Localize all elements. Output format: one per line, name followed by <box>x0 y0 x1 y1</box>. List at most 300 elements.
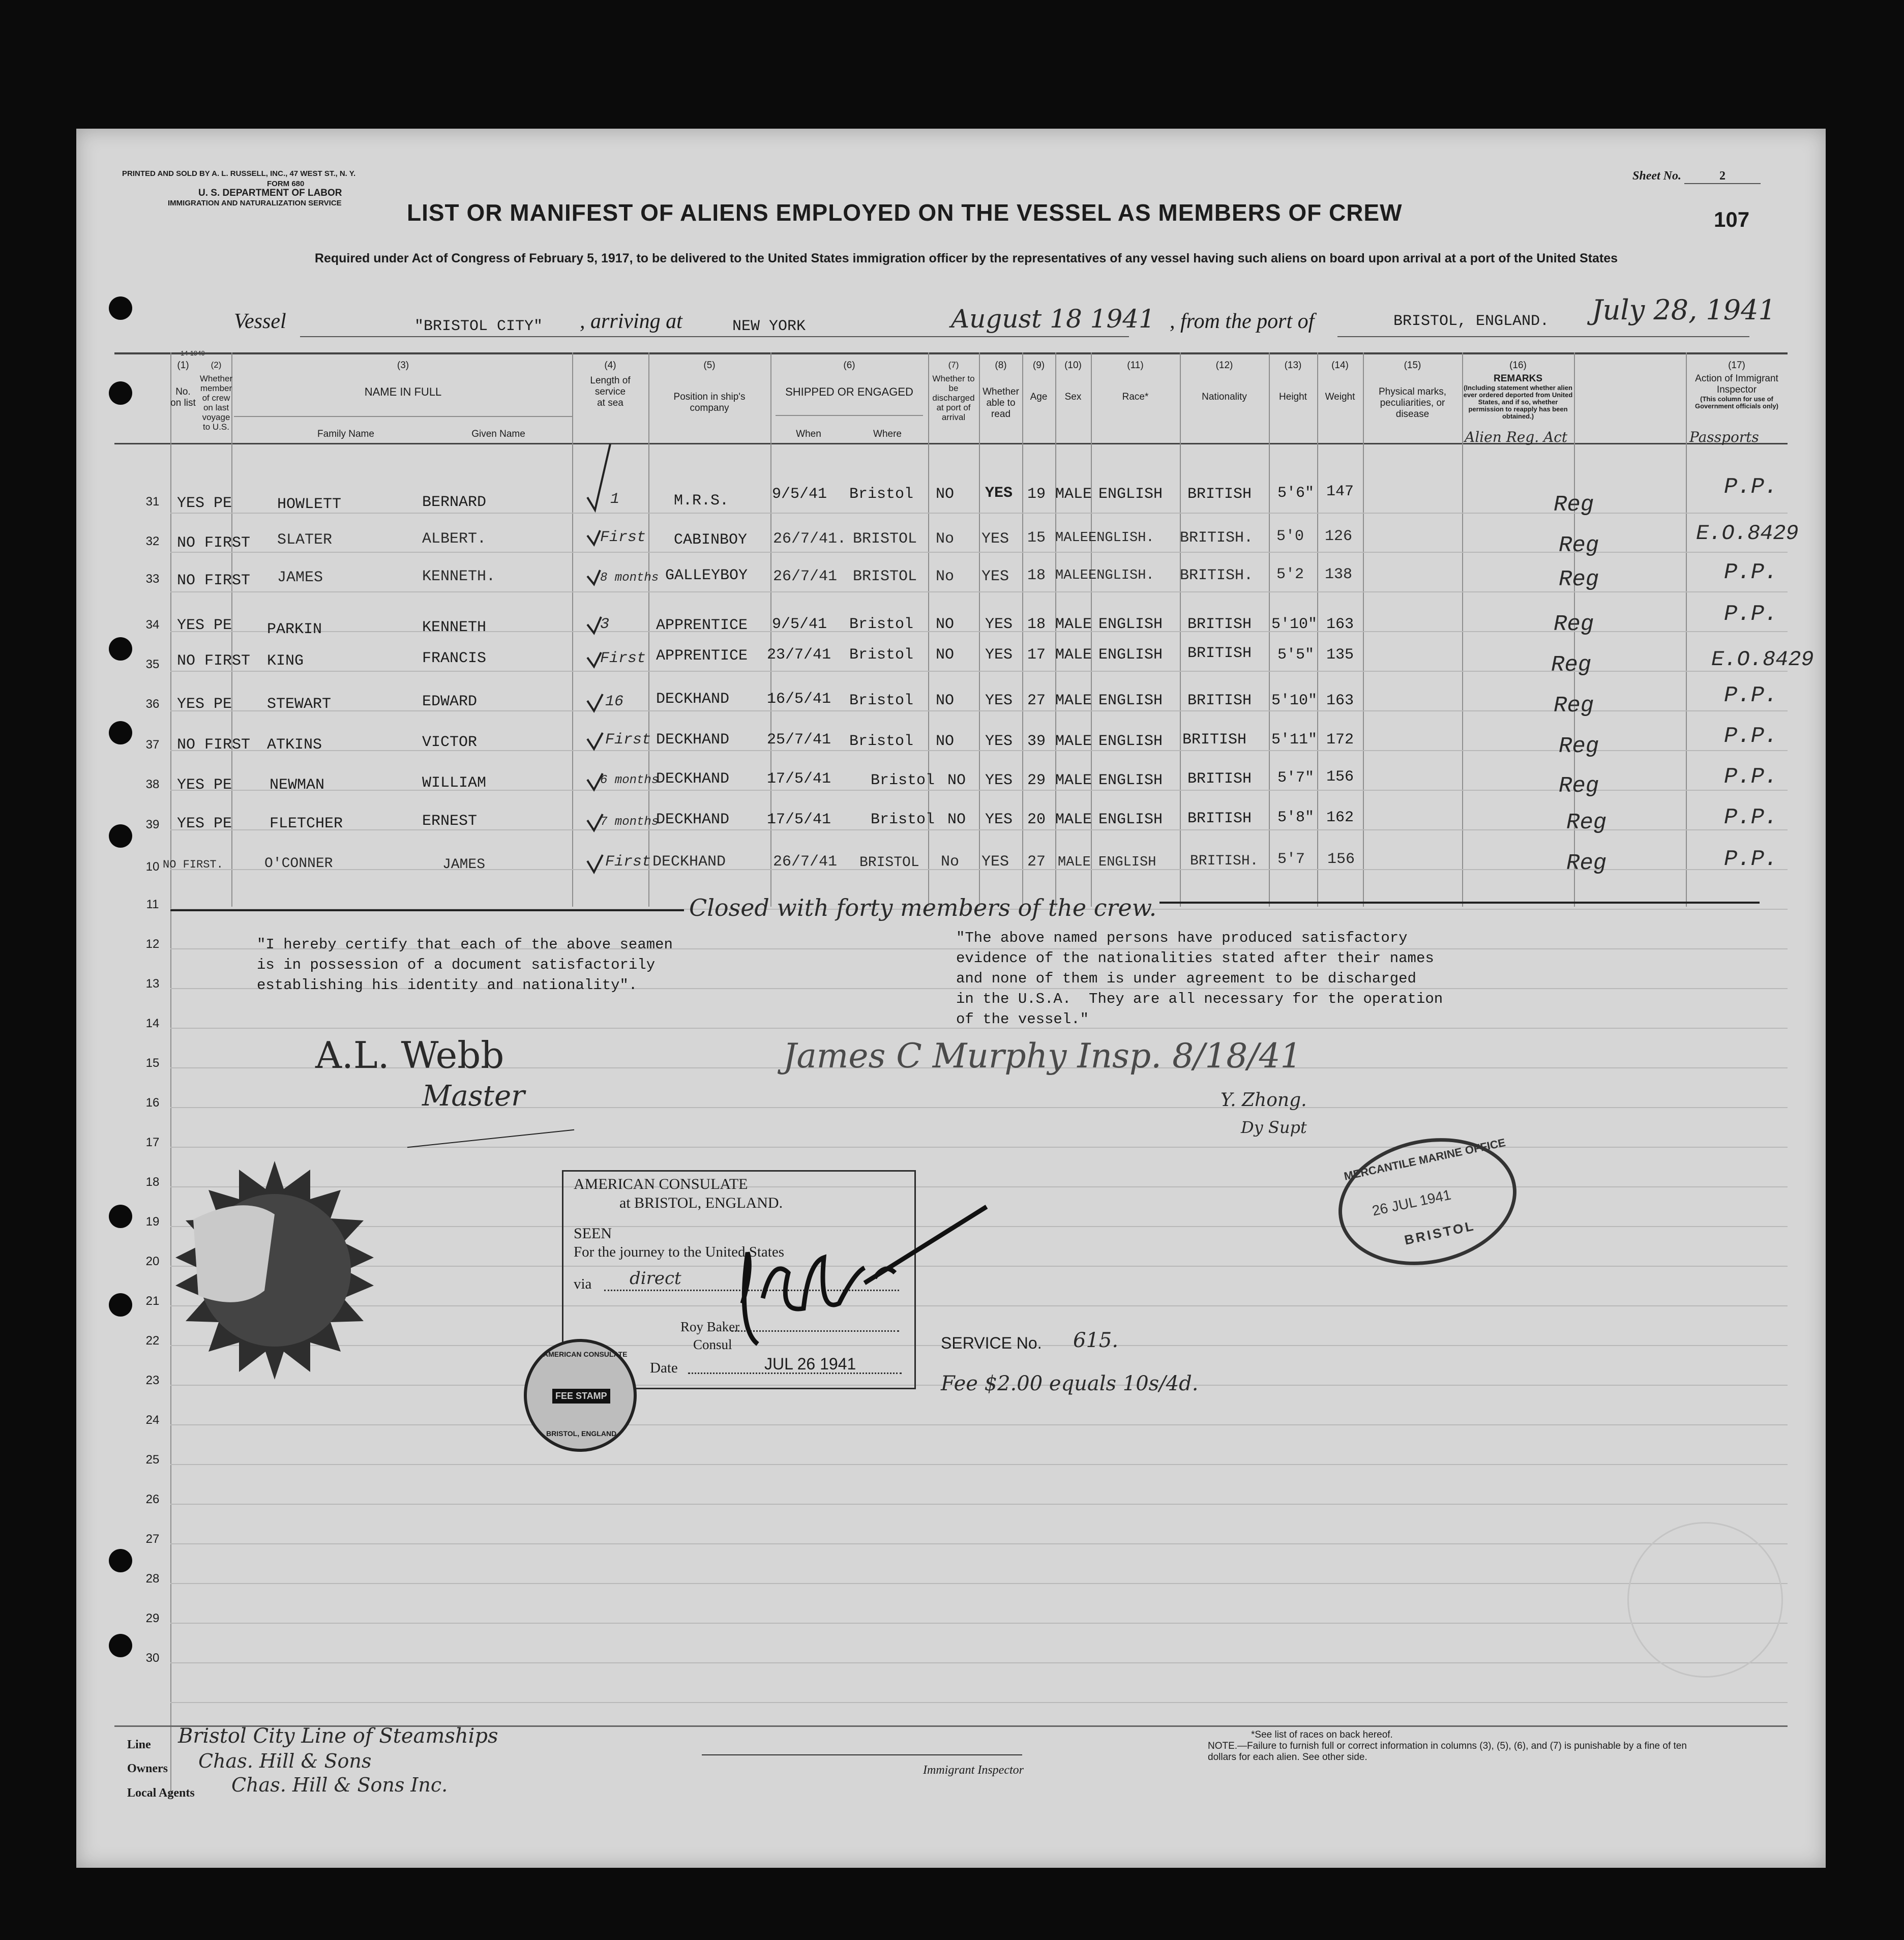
col-label: Sex <box>1064 392 1082 402</box>
cell-sex: MALE <box>1055 616 1092 633</box>
arrival-date: August 18 1941 <box>951 304 1155 334</box>
fee-stamp-bottom: BRISTOL, ENGLAND <box>546 1429 617 1438</box>
row-rule <box>170 1583 1788 1584</box>
cell-sex: MALE <box>1058 855 1091 870</box>
cell-age: 29 <box>1027 772 1046 789</box>
cell-sex: MALE <box>1055 646 1092 664</box>
col-num: (16) <box>1509 360 1527 371</box>
consulate-line1: AMERICAN CONSULATE <box>574 1176 748 1192</box>
cell-when: 26/7/41. <box>773 530 847 548</box>
row-rule <box>170 1107 1788 1108</box>
cell-action: P.P. <box>1724 560 1778 585</box>
cell-service: 1 <box>610 491 620 508</box>
row-number: 36 <box>145 697 160 711</box>
cell-voyage: NO FIRST <box>177 572 251 589</box>
cell-service: 16 <box>605 693 624 710</box>
cell-nationality: BRITISH <box>1187 616 1252 633</box>
cell-height: 5'5" <box>1277 646 1315 664</box>
line-number: 20 <box>145 1255 160 1268</box>
cell-position: DECKHAND <box>656 770 730 788</box>
line-number: 16 <box>145 1096 160 1110</box>
col-label: Position in ship's company <box>673 392 746 413</box>
cell-nationality: BRITISH <box>1187 770 1252 788</box>
where-header: Where <box>873 429 902 439</box>
cell-family-name: SLATER <box>277 531 333 549</box>
cell-family-name: JAMES <box>277 569 323 586</box>
shipped-subheader-rule <box>776 415 923 416</box>
cell-read: YES <box>981 853 1009 871</box>
col-7-header <box>929 360 978 422</box>
cell-voyage: YES PE <box>177 815 232 832</box>
col-4-header <box>572 360 648 409</box>
cell-voyage: NO FIRST <box>177 736 251 754</box>
cell-voyage: YES PE <box>177 696 232 713</box>
cell-sex: MALE <box>1055 568 1088 583</box>
cell-voyage: NO FIRST. <box>163 858 223 871</box>
cell-action: P.P. <box>1724 805 1778 830</box>
cell-where: BRISTOL <box>853 530 917 548</box>
service-name: IMMIGRATION AND NATURALIZATION SERVICE <box>168 199 342 207</box>
cell-position: CABINBOY <box>674 531 748 549</box>
row-rule <box>170 1662 1788 1663</box>
cell-where: Bristol <box>849 616 914 633</box>
col-num: (11) <box>1127 360 1144 371</box>
cell-weight: 163 <box>1326 692 1354 709</box>
cell-where: Bristol <box>871 772 935 789</box>
footer-races-note: *See list of races on back hereof. <box>1251 1729 1393 1740</box>
col-12-header <box>1180 360 1269 403</box>
cell-family-name: FLETCHER <box>270 815 343 832</box>
cell-where: Bristol <box>871 811 935 828</box>
line-number: 26 <box>145 1493 160 1506</box>
row-number: 34 <box>145 618 160 632</box>
cell-action: P.P. <box>1724 724 1778 749</box>
col-13-header <box>1269 360 1317 403</box>
cell-weight: 138 <box>1325 566 1353 583</box>
cell-nationality: BRITISH <box>1187 692 1252 709</box>
printer-line: PRINTED AND SOLD BY A. L. RUSSELL, INC., 47 WEST ST., N. Y. <box>122 169 356 178</box>
line-number: 28 <box>145 1572 160 1586</box>
remarks-note: Alien Reg. Act <box>1465 429 1568 445</box>
cell-height: 5'10" <box>1271 692 1318 709</box>
cell-position: DECKHAND <box>656 731 730 749</box>
from-port: BRISTOL, ENGLAND. <box>1393 313 1550 330</box>
row-number: 32 <box>145 534 160 548</box>
row-rule <box>170 513 1788 514</box>
row-rule <box>170 829 1788 830</box>
cell-family-name: ATKINS <box>267 736 322 754</box>
department: U. S. DEPARTMENT OF LABOR <box>198 188 342 198</box>
cell-service: First <box>605 731 651 749</box>
check-mark <box>587 530 600 545</box>
departure-date: July 28, 1941 <box>1592 294 1776 326</box>
cell-sex: MALE <box>1055 692 1092 709</box>
col-label: Weight <box>1325 392 1355 402</box>
cell-race: ENGLISH <box>1098 616 1163 633</box>
consulate-date-label: Date <box>650 1360 678 1376</box>
col-line <box>979 352 980 907</box>
col-17-header <box>1686 360 1788 410</box>
cell-age: 39 <box>1027 733 1046 750</box>
cell-read: YES <box>985 646 1013 664</box>
line-number: 11 <box>146 898 159 911</box>
col-num: (12) <box>1215 360 1233 371</box>
cell-weight: 135 <box>1326 646 1354 664</box>
from-port-underline <box>1337 336 1749 337</box>
master-signature-rule <box>407 1129 574 1148</box>
col-16-header <box>1462 360 1574 420</box>
cell-where: BRISTOL <box>859 855 919 871</box>
cell-discharged: NO <box>947 772 966 789</box>
cell-discharged: No <box>941 853 960 871</box>
cell-race: ENGLISH <box>1098 692 1163 709</box>
check-mark <box>587 444 610 510</box>
col-label: Height <box>1279 392 1307 402</box>
cell-weight: 156 <box>1327 851 1355 868</box>
cell-action: P.P. <box>1724 683 1778 708</box>
closing-line-right <box>1159 902 1760 904</box>
cell-remarks: Reg <box>1559 567 1599 592</box>
col-num: (9) <box>1032 360 1045 371</box>
punch-hole <box>109 1293 132 1317</box>
cell-service: 6 months <box>600 773 659 787</box>
cell-race: ENGLISH. <box>1088 568 1154 583</box>
row-rule <box>170 1186 1788 1187</box>
cell-read: YES <box>985 485 1013 502</box>
check-mark <box>587 814 603 830</box>
footer-owners-label: Owners <box>127 1762 168 1775</box>
cell-remarks: Reg <box>1554 612 1594 637</box>
check-mark <box>587 855 603 872</box>
line-number: 25 <box>145 1453 160 1467</box>
col-num: (4) <box>604 360 616 371</box>
cell-remarks: Reg <box>1559 533 1599 558</box>
row-rule <box>170 1702 1788 1703</box>
col-10-header <box>1055 360 1091 403</box>
cell-when: 9/5/41 <box>772 616 827 633</box>
cell-where: Bristol <box>849 692 914 709</box>
col-label: SHIPPED OR ENGAGED <box>785 385 913 398</box>
col-6-header <box>770 360 928 398</box>
page-number: 107 <box>1714 207 1750 231</box>
punch-hole <box>109 1549 132 1572</box>
cell-nationality: BRITISH <box>1187 645 1252 662</box>
col-num: (15) <box>1404 360 1421 371</box>
cell-age: 18 <box>1027 616 1046 633</box>
consulate-date-value: JUL 26 1941 <box>764 1355 856 1373</box>
mercantile-stamp-bottom: BRISTOL <box>1403 1217 1477 1248</box>
cell-weight: 126 <box>1325 528 1353 545</box>
action-note: Passports <box>1689 429 1759 445</box>
col-label: Whether able to read <box>983 386 1019 420</box>
cell-service: 7 months <box>600 815 659 829</box>
cell-nationality: BRITISH. <box>1190 853 1259 869</box>
cell-family-name: PARKIN <box>267 621 322 638</box>
check-mark <box>587 773 603 790</box>
cell-weight: 172 <box>1326 731 1354 749</box>
cell-read: YES <box>981 568 1009 585</box>
col-3-header <box>234 360 572 398</box>
col-label: Whether to be discharged at port of arrival <box>932 374 975 422</box>
cell-remarks: Reg <box>1559 734 1599 759</box>
col-num: (7) <box>948 360 959 370</box>
cell-race: ENGLISH. <box>1088 530 1154 546</box>
cell-nationality: BRITISH. <box>1180 567 1254 584</box>
cell-height: 5'8" <box>1277 809 1315 826</box>
row-rule <box>170 671 1788 672</box>
line-number: 12 <box>145 937 160 951</box>
cell-position: APPRENTICE <box>656 617 748 634</box>
line-number: 24 <box>145 1413 160 1427</box>
cell-given-name: FRANCIS <box>422 650 487 667</box>
line-number: 21 <box>145 1294 160 1308</box>
cell-given-name: BERNARD <box>422 494 487 511</box>
cell-given-name: ERNEST <box>422 813 478 830</box>
cell-service: 8 months <box>600 571 659 585</box>
cell-when: 23/7/41 <box>767 646 831 664</box>
vessel-underline <box>300 336 1129 337</box>
service-fee: Fee $2.00 equals 10s/4d. <box>941 1372 1199 1395</box>
signature-stroke <box>742 1207 987 1344</box>
cell-action: P.P. <box>1724 764 1778 790</box>
fee-stamp <box>524 1339 637 1452</box>
check-mark <box>587 733 603 749</box>
col-num: (5) <box>703 360 716 371</box>
seal-paper <box>193 1205 275 1302</box>
col-line <box>1363 352 1364 907</box>
given-name-header: Given Name <box>471 429 525 439</box>
manifest-sheet <box>76 129 1826 1868</box>
cell-discharged: NO <box>936 692 955 709</box>
cell-race: ENGLISH <box>1098 646 1163 664</box>
cell-service: First <box>600 650 646 667</box>
consulate-journey: For the journey to the United States <box>574 1244 784 1260</box>
col-num: (2) <box>211 360 222 370</box>
cell-race: ENGLISH <box>1098 486 1163 503</box>
row-number: 38 <box>145 778 160 791</box>
cell-race: ENGLISH <box>1098 811 1163 828</box>
cell-voyage: YES PE <box>177 495 232 512</box>
cell-discharged: NO <box>936 486 955 503</box>
row-number: 37 <box>145 738 160 752</box>
row-number: 35 <box>145 658 160 671</box>
check-mark <box>587 652 601 667</box>
col-line <box>170 352 171 1797</box>
col-2-header <box>198 360 234 432</box>
row-rule <box>170 1464 1788 1465</box>
cell-weight: 163 <box>1326 616 1354 633</box>
cell-when: 26/7/41 <box>773 853 838 871</box>
col-label: Whether member of crew on last voyage to U.S. <box>199 374 233 432</box>
col-5-header <box>648 360 770 414</box>
line-number: 27 <box>145 1532 160 1546</box>
col-label: REMARKS <box>1493 373 1543 384</box>
master-title: Master <box>422 1080 525 1113</box>
cell-family-name: KING <box>267 652 304 670</box>
col-num: (6) <box>843 360 855 371</box>
check-mark <box>587 617 601 633</box>
consulate-date-dots <box>688 1372 902 1374</box>
col-sublabel: (This column for use of Government officials only) <box>1695 395 1778 410</box>
cell-action: P.P. <box>1724 602 1778 627</box>
cell-family-name: STEWART <box>267 696 332 713</box>
footer-inspector-label: Immigrant Inspector <box>923 1764 1024 1777</box>
cell-age: 27 <box>1027 853 1046 871</box>
cell-height: 5'0 <box>1276 528 1304 545</box>
second-signature: Y. Zhong. <box>1221 1090 1307 1111</box>
cell-discharged: NO <box>936 616 955 633</box>
cell-when: 17/5/41 <box>767 770 831 788</box>
cell-height: 5'6" <box>1277 485 1315 502</box>
col-line <box>1022 352 1023 907</box>
cell-given-name: ALBERT. <box>422 530 487 548</box>
row-number: 33 <box>145 572 160 586</box>
col-label: NAME IN FULL <box>364 385 442 398</box>
name-subheader-rule <box>234 416 572 417</box>
cell-when: 17/5/41 <box>767 811 831 828</box>
cell-service: First <box>600 529 646 546</box>
inspector-signature: James C Murphy Insp. 8/18/41 <box>783 1036 1302 1076</box>
cell-position: DECKHAND <box>652 853 726 871</box>
checkmarks <box>575 434 646 891</box>
cell-remarks: Reg <box>1566 810 1607 835</box>
col-num: (3) <box>397 360 409 371</box>
cell-race: ENGLISH <box>1098 772 1163 789</box>
cell-height: 5'11" <box>1271 731 1318 749</box>
col-label: No. on list <box>170 386 196 408</box>
cell-voyage: NO FIRST <box>177 534 251 552</box>
line-number: 18 <box>145 1175 160 1189</box>
cell-where: Bristol <box>849 646 914 664</box>
cell-sex: MALE <box>1055 486 1092 503</box>
cell-age: 19 <box>1027 486 1046 503</box>
cell-read: YES <box>985 811 1013 828</box>
cell-nationality: BRITISH <box>1187 486 1252 503</box>
cell-read: YES <box>985 616 1013 633</box>
consulate-via-label: via <box>574 1276 592 1292</box>
arriving-port: NEW YORK <box>732 318 806 335</box>
sheet-number: 2 <box>1684 169 1761 184</box>
inspector-signature-rule <box>702 1754 1022 1755</box>
col-line <box>1686 352 1687 907</box>
faint-seal <box>1627 1522 1783 1678</box>
col-num: (14) <box>1331 360 1349 371</box>
cell-read: YES <box>985 772 1013 789</box>
cell-family-name: HOWLETT <box>277 496 342 513</box>
footer-note: NOTE.—Failure to furnish full or correct information in columns (3), (5), (6), and (7) is punishable by a fine of ten dollars for each alien. See other side. <box>1208 1741 1687 1763</box>
cell-action: P.P. <box>1724 474 1778 500</box>
line-number: 14 <box>145 1017 160 1030</box>
row-rule <box>170 1623 1788 1624</box>
row-rule <box>170 750 1788 751</box>
closing-line-left <box>170 909 684 911</box>
punch-hole <box>109 1634 132 1657</box>
col-15-header <box>1363 360 1462 420</box>
col-9-header <box>1022 360 1055 403</box>
cell-height: 5'10" <box>1271 616 1318 633</box>
line-number: 30 <box>145 1651 160 1665</box>
row-rule <box>170 591 1788 592</box>
sheet-label <box>1632 169 1761 184</box>
row-rule <box>170 1424 1788 1425</box>
cell-discharged: NO <box>947 811 966 828</box>
service-number: 615. <box>1073 1329 1119 1352</box>
footer-owners-value: Chas. Hill & Sons <box>198 1750 372 1772</box>
row-rule <box>170 1543 1788 1544</box>
vessel-label: Vessel <box>234 310 286 333</box>
line-number: 22 <box>145 1334 160 1348</box>
cell-weight: 147 <box>1326 483 1354 500</box>
cell-remarks: Reg <box>1566 851 1607 876</box>
cell-nationality: BRITISH. <box>1180 529 1254 547</box>
cell-height: 5'2 <box>1276 566 1304 583</box>
cell-race: ENGLISH <box>1098 733 1163 750</box>
cell-position: DECKHAND <box>656 811 730 828</box>
row-rule <box>170 631 1788 632</box>
cell-position: DECKHAND <box>656 691 730 708</box>
from-port-label: , from the port of <box>1170 310 1315 333</box>
cell-sex: MALE <box>1055 733 1092 750</box>
fee-stamp-top: AMERICAN CONSULATE <box>543 1350 628 1358</box>
col-num: (17) <box>1728 360 1745 371</box>
cell-age: 15 <box>1027 529 1046 547</box>
cell-remarks: Reg <box>1551 652 1592 678</box>
line-number: 23 <box>145 1374 160 1387</box>
mercantile-stamp <box>1327 1122 1529 1281</box>
cell-discharged: NO <box>936 733 955 750</box>
col-label: Length of service at sea <box>590 375 631 408</box>
col-line <box>1462 352 1463 907</box>
cell-remarks: Reg <box>1554 492 1594 518</box>
cell-discharged: No <box>936 530 955 548</box>
consulate-consul-title: Consul <box>693 1337 732 1352</box>
cell-sex: MALE <box>1055 811 1092 828</box>
cell-height: 5'7 <box>1277 851 1305 868</box>
cell-given-name: VICTOR <box>422 734 478 751</box>
line-number: 19 <box>145 1215 160 1229</box>
form-number: FORM 680 <box>267 180 305 188</box>
footer-agents-value: Chas. Hill & Sons Inc. <box>231 1774 448 1796</box>
when-header: When <box>796 429 821 439</box>
cell-age: 18 <box>1027 567 1046 584</box>
closing-note: Closed with forty members of the crew. <box>689 894 1157 921</box>
col-label: Race* <box>1122 392 1149 402</box>
cell-remarks: Reg <box>1559 773 1599 799</box>
cell-race: ENGLISH <box>1098 855 1156 870</box>
cell-sex: MALE <box>1055 772 1092 789</box>
cell-where: Bristol <box>849 486 914 503</box>
cell-discharged: NO <box>936 646 955 664</box>
cell-service: First <box>605 853 651 871</box>
cell-sex: MALE <box>1055 530 1088 546</box>
col-line <box>1317 352 1318 907</box>
cell-service: 3 <box>600 616 610 633</box>
cell-position: GALLEYBOY <box>665 567 748 584</box>
cell-given-name: EDWARD <box>422 693 478 710</box>
punch-hole <box>109 637 132 661</box>
mercantile-stamp-top: MERCANTILE MARINE OFFICE <box>1343 1136 1507 1183</box>
cell-nationality: BRITISH <box>1187 810 1252 827</box>
check-mark <box>587 694 603 711</box>
col-num: (1) <box>177 360 189 371</box>
footer-line-label: Line <box>127 1738 151 1751</box>
consulate-seen: SEEN <box>574 1225 612 1242</box>
page-subtitle: Required under Act of Congress of February 5, 1917, to be delivered to the United States immigration officer by the representatives of any vessel having such aliens on board upon arrival at a port of the United States <box>314 251 1618 265</box>
col-line <box>1269 352 1270 907</box>
consulate-line2: at BRISTOL, ENGLAND. <box>619 1195 783 1211</box>
cell-family-name: NEWMAN <box>270 777 325 794</box>
sheet-label-text: Sheet No. <box>1632 169 1681 183</box>
